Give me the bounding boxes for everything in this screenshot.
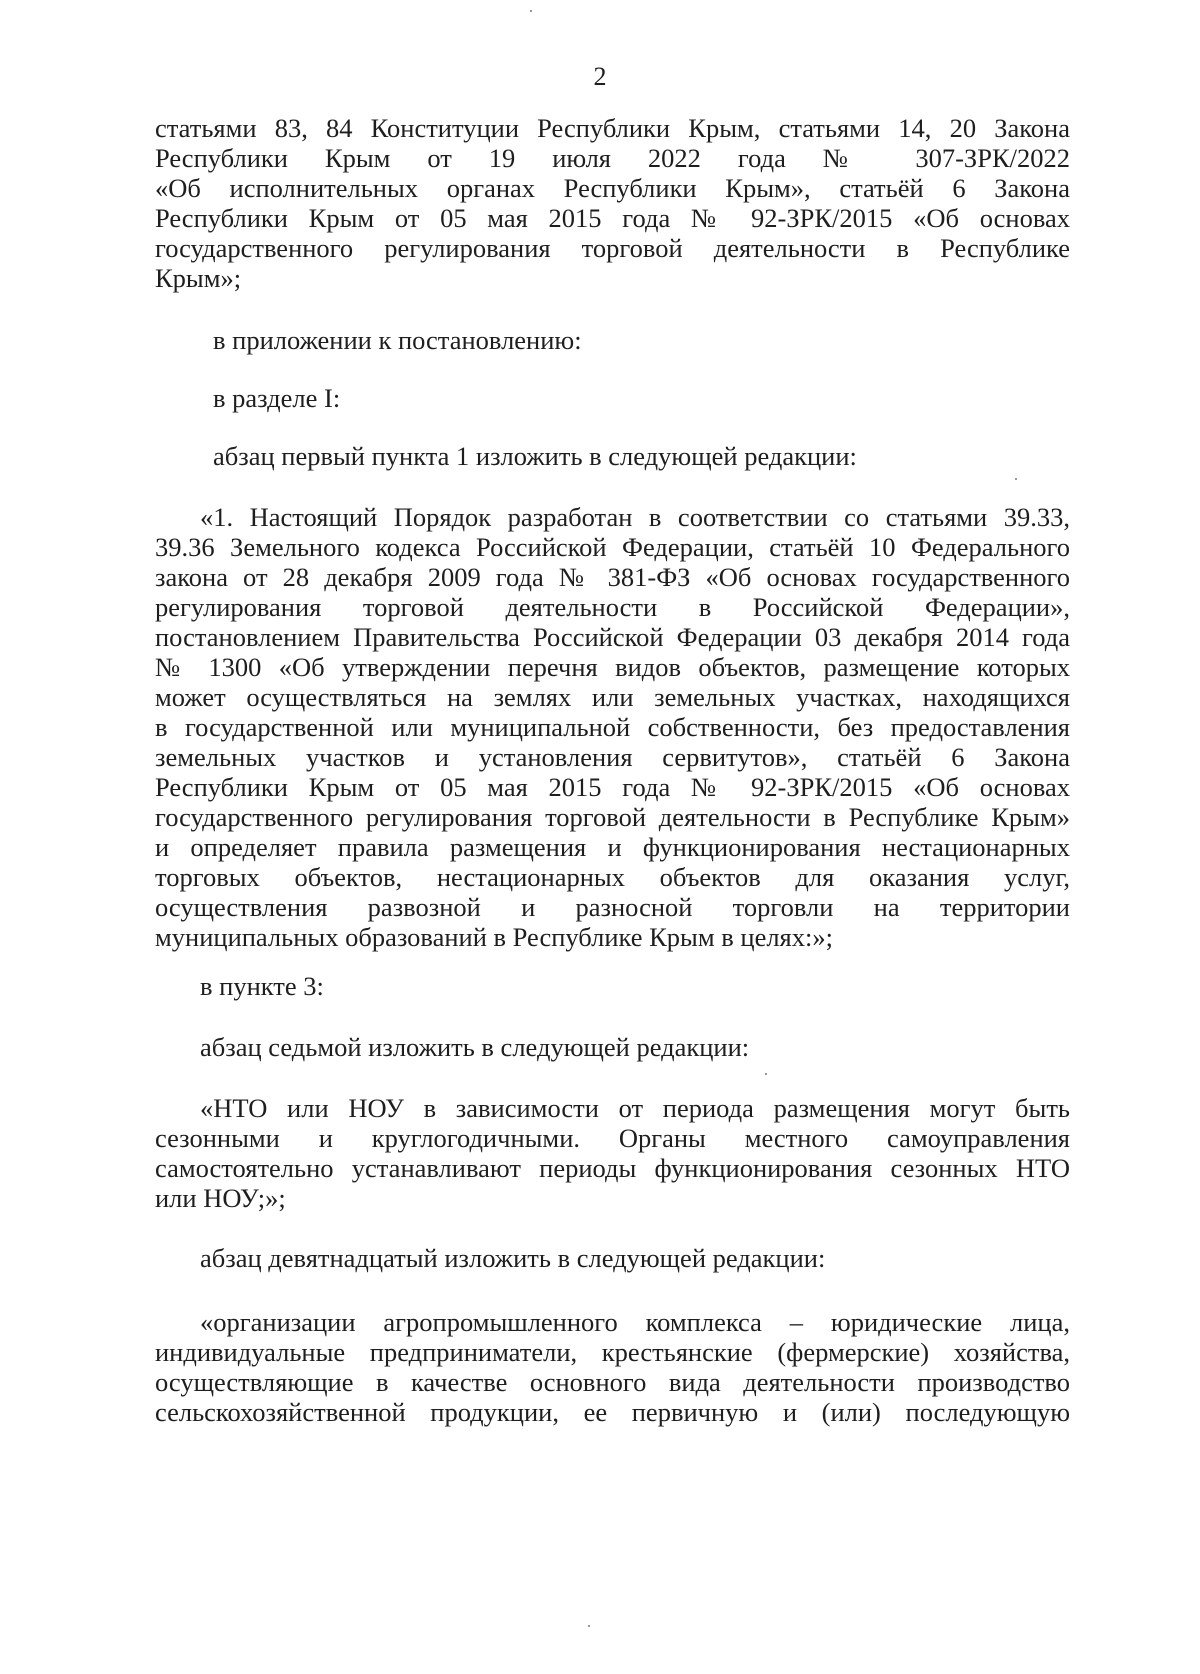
text-line: Республики Крым от 05 мая 2015 года № 92-ЗРК/2015 «Об основах: [155, 203, 1070, 233]
text-line: постановлением Правительства Российской Федерации 03 декабря 2014 года: [155, 622, 1070, 652]
agro-paragraph: [155, 1307, 1070, 1427]
text-line: муниципальных образований в Республике Крым в целях:»;: [155, 922, 833, 952]
text-line: земельных участков и установления сервитутов», статьёй 6 Закона: [155, 742, 1070, 772]
text-line: статьями 83, 84 Конституции Республики Крым, статьями 14, 20 Закона: [155, 113, 1070, 143]
paragraph1-instruction: абзац первый пункта 1 изложить в следующей редакции:: [213, 441, 857, 471]
text-line: осуществляющие в качестве основного вида деятельности производство: [155, 1367, 1070, 1397]
text-line: государственного регулирования торговой деятельности в Республике: [155, 233, 1070, 263]
text-line: регулирования торговой деятельности в Российской Федерации»,: [155, 592, 1070, 622]
text-line: Республики Крым от 05 мая 2015 года № 92-ЗРК/2015 «Об основах: [155, 772, 1070, 802]
scan-speck: [1015, 478, 1017, 480]
point1-paragraph: [155, 502, 1070, 952]
text-line: 39.36 Земельного кодекса Российской Федерации, статьёй 10 Федерального: [155, 532, 1070, 562]
text-line: «Об исполнительных органах Республики Крым», статьёй 6 Закона: [155, 173, 1070, 203]
text-line: сезонными и круглогодичными. Органы местного самоуправления: [155, 1123, 1070, 1153]
text-line: Республики Крым от 19 июля 2022 года № 307-ЗРК/2022: [155, 143, 1070, 173]
page-number: 2: [593, 62, 607, 91]
intro-paragraph: [155, 113, 1070, 293]
scan-speck: [530, 10, 532, 12]
text-line: закона от 28 декабря 2009 года № 381-ФЗ «Об основах государственного: [155, 562, 1070, 592]
paragraph7-instruction: абзац седьмой изложить в следующей редакции:: [200, 1032, 750, 1062]
paragraph19-instruction: абзац девятнадцатый изложить в следующей редакции:: [200, 1243, 826, 1273]
text-line: самостоятельно устанавливают периоды функционирования сезонных НТО: [155, 1153, 1070, 1183]
text-line: или НОУ;»;: [155, 1183, 286, 1213]
scan-speck: [765, 1073, 767, 1075]
section-instruction: в разделе I:: [213, 383, 341, 413]
text-line: Крым»;: [155, 263, 242, 293]
text-line: «1. Настоящий Порядок разработан в соответствии со статьями 39.33,: [200, 502, 1070, 532]
point3-instruction: в пункте 3:: [200, 971, 324, 1001]
scan-speck: [588, 1625, 590, 1627]
text-line: и определяет правила размещения и функционирования нестационарных: [155, 832, 1070, 862]
text-line: может осуществляться на землях или земельных участках, находящихся: [155, 682, 1070, 712]
text-line: № 1300 «Об утверждении перечня видов объектов, размещение которых: [155, 652, 1070, 682]
text-line: «НТО или НОУ в зависимости от периода размещения могут быть: [200, 1093, 1070, 1123]
text-line: «организации агропромышленного комплекса – юридические лица,: [200, 1307, 1070, 1337]
appendix-instruction: в приложении к постановлению:: [213, 325, 582, 355]
text-line: сельскохозяйственной продукции, ее первичную и (или) последующую: [155, 1397, 1070, 1427]
text-line: осуществления развозной и разносной торговли на территории: [155, 892, 1070, 922]
text-line: торговых объектов, нестационарных объектов для оказания услуг,: [155, 862, 1070, 892]
text-line: в государственной или муниципальной собственности, без предоставления: [155, 712, 1070, 742]
nto-paragraph: [155, 1093, 1070, 1213]
text-line: государственного регулирования торговой деятельности в Республике Крым»: [155, 802, 1070, 832]
text-line: индивидуальные предприниматели, крестьянские (фермерские) хозяйства,: [155, 1337, 1070, 1367]
